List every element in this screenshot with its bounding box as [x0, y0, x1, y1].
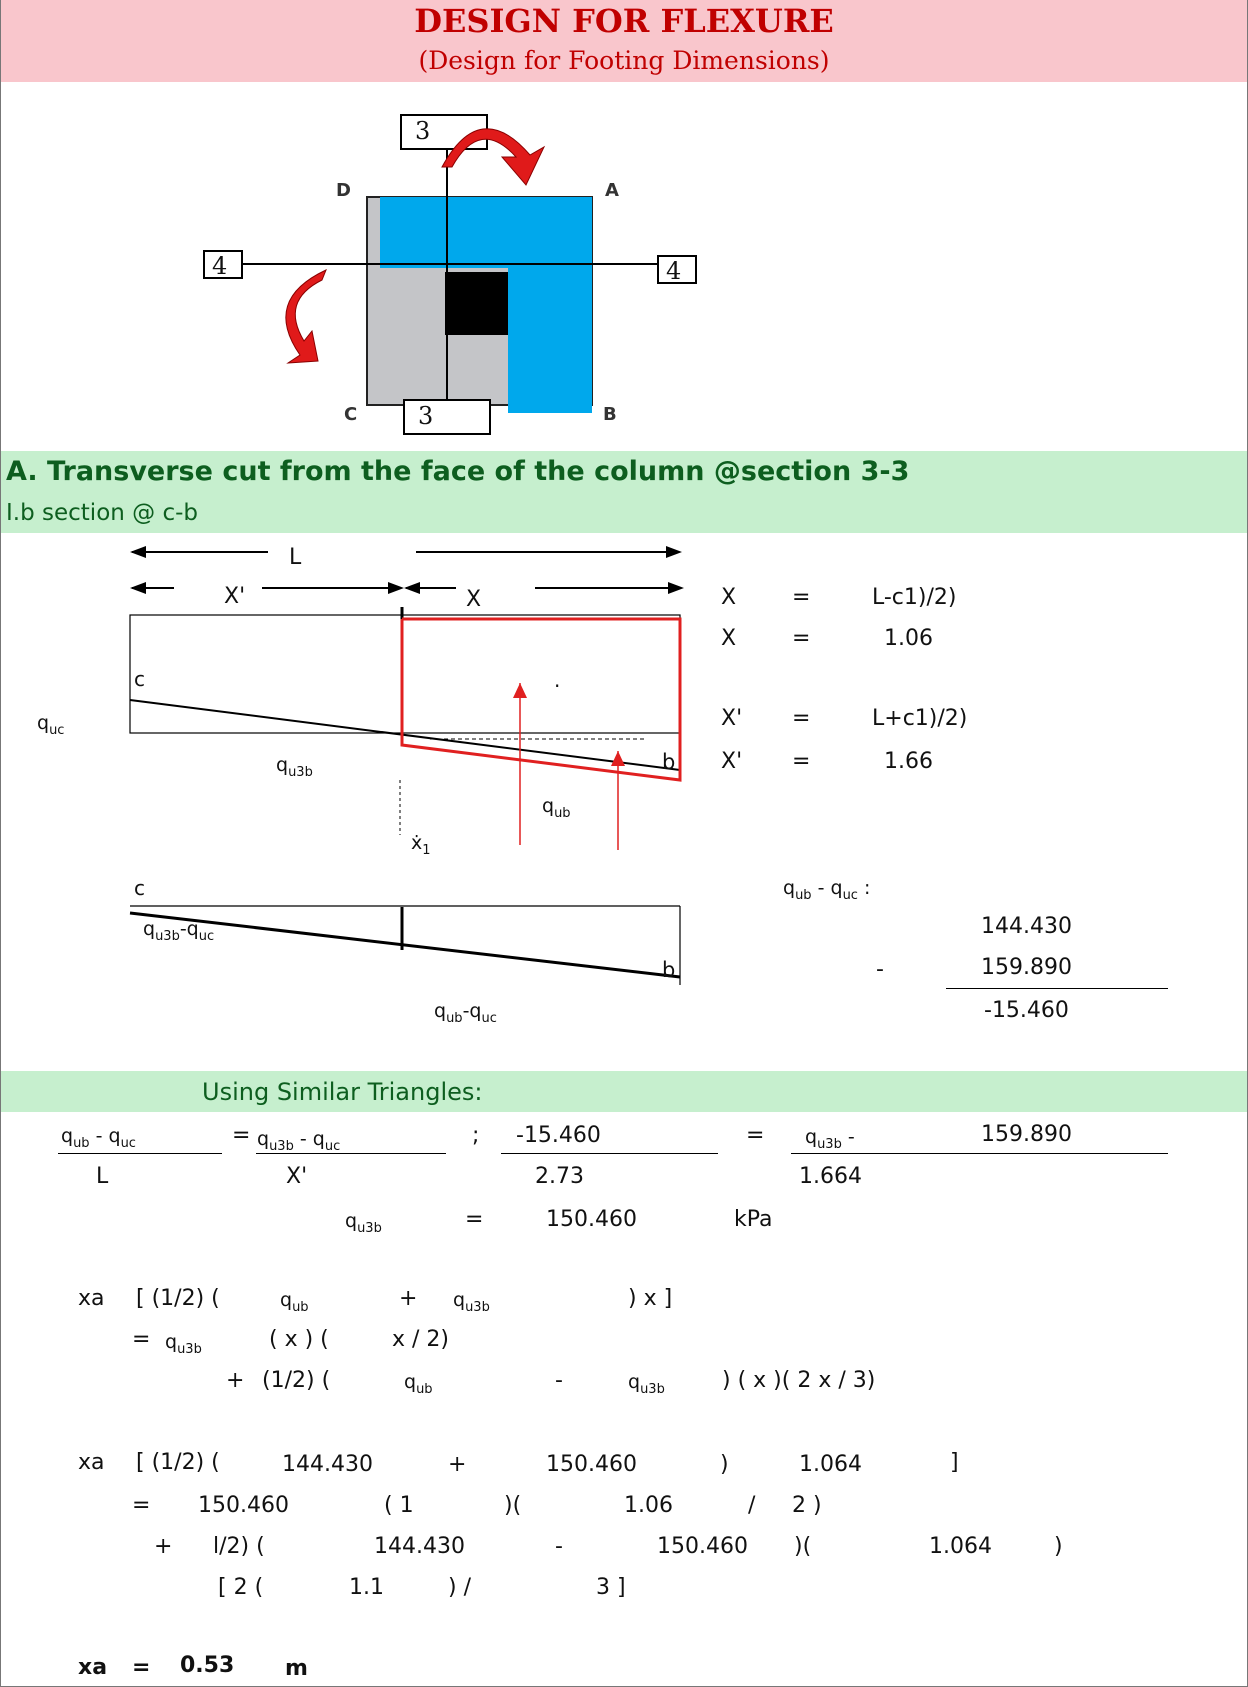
calc-xa: xa [78, 1450, 105, 1475]
formula-row3-qu3b: $q_{u3b}$ [628, 1371, 665, 1397]
corner-a-label: A [605, 180, 619, 201]
x-equals-2: = [792, 626, 811, 651]
diff-calc-value-1: 144.430 [981, 914, 1072, 939]
qub-label: $q_{ub}$ [542, 795, 571, 821]
formula-row2-x: ( x ) ( [269, 1327, 329, 1352]
x-equals: = [792, 585, 811, 610]
calc-row3-qu3b: 150.460 [657, 1534, 748, 1559]
qu3b-result-equals: = [465, 1207, 484, 1232]
calc-row3-paren: )( [794, 1534, 812, 1559]
calc-row3-half: l/2) ( [213, 1534, 265, 1559]
xprime-equals-2: = [792, 749, 811, 774]
x1-label: ẋ$_1$ [411, 832, 431, 858]
formula-row2-qu3b: $q_{u3b}$ [165, 1331, 202, 1357]
page-title: DESIGN FOR FLEXURE [414, 2, 834, 40]
calc-row4-x: 1.1 [349, 1575, 384, 1600]
section-3-bottom-box [404, 400, 490, 434]
ratio-lhs-numerator: $q_{ub} - q_{uc}$ [61, 1125, 136, 1151]
calc-row1-qub: 144.430 [282, 1452, 373, 1477]
ratio-mid-rule [256, 1153, 446, 1154]
calc-row1-bracket: ] [950, 1450, 959, 1475]
section-4-left-label: 4 [212, 252, 228, 280]
formula-row2-equals: = [132, 1327, 151, 1352]
point-b-label: b [662, 750, 676, 774]
calc-row2-qu3b: 150.460 [198, 1493, 289, 1518]
point-c-label-2: c [134, 876, 145, 900]
column-square [445, 272, 508, 335]
corner-b-label: B [603, 404, 617, 425]
final-xa-unit: m [285, 1656, 308, 1681]
corner-c-label: C [344, 404, 358, 425]
formula-row3-qub: $q_{ub}$ [404, 1371, 433, 1397]
formula-row3-minus: - [555, 1368, 563, 1393]
x-symbol-2: X [721, 626, 737, 651]
ratio-equals-2: = [746, 1123, 765, 1148]
dim-x-label: X [466, 587, 482, 612]
footing-plan-diagram [0, 85, 1248, 445]
dim-l-label: L [289, 545, 302, 570]
formula-row1-plus: + [399, 1286, 418, 1311]
point-c-label: c [134, 667, 145, 691]
critical-region-outline [402, 619, 680, 780]
final-xa-value: 0.53 [180, 1653, 235, 1678]
ratio-rhs-value: 159.890 [981, 1122, 1072, 1147]
qu3b-result-value: 150.460 [546, 1207, 637, 1232]
xprime-symbol-2: X' [721, 749, 743, 774]
soil-pressure-line [130, 700, 680, 770]
ratio-equals: = [232, 1123, 251, 1148]
final-xa-symbol: xa [78, 1655, 108, 1680]
calc-row4-open: [ 2 ( [218, 1575, 264, 1600]
calc-row3-minus: - [555, 1534, 563, 1559]
ratio-rhs-numerator: $q_{u3b}$ - [805, 1126, 855, 1152]
formula-row3-half: (1/2) ( [262, 1368, 331, 1393]
xprime-equals: = [792, 706, 811, 731]
ratio-rhs-rule [791, 1153, 1168, 1154]
formula-row1-qub: $q_{ub}$ [280, 1289, 309, 1315]
formula-row1-open: [ (1/2) ( [136, 1286, 220, 1311]
center-dot: . [554, 668, 561, 692]
diff-calc-rule [946, 988, 1168, 989]
calc-row3-x: 1.064 [929, 1534, 992, 1559]
calc-row2-two: 2 ) [792, 1493, 822, 1518]
section-a-heading: A. Transverse cut from the face of the column @section 3-3 [6, 456, 910, 487]
page-subtitle: (Design for Footing Dimensions) [418, 46, 830, 75]
calc-row1-qu3b: 150.460 [546, 1452, 637, 1477]
qub-minus-quc-label: $q_{ub}-q_{uc}$ [434, 1000, 497, 1026]
calc-row2-one: ( 1 [384, 1493, 414, 1518]
formula-xa: xa [78, 1286, 105, 1311]
ratio-semicolon: ; [472, 1123, 480, 1148]
formula-row3-plus: + [226, 1368, 245, 1393]
diff-calc-result: -15.460 [984, 998, 1069, 1023]
qu3b-minus-quc-label: $q_{u3b}-q_{uc}$ [143, 918, 215, 944]
calc-row3-qub: 144.430 [374, 1534, 465, 1559]
xprime-formula: L+c1)/2) [872, 706, 968, 731]
xprime-value: 1.66 [884, 749, 933, 774]
calc-row2-slash: / [748, 1493, 756, 1518]
x-value: 1.06 [884, 626, 933, 651]
ratio-lhs-rule [58, 1153, 222, 1154]
similar-triangles-heading: Using Similar Triangles: [202, 1078, 483, 1106]
calc-row2-equals: = [132, 1493, 151, 1518]
qu3b-result-symbol: $q_{u3b}$ [345, 1210, 382, 1236]
x-formula: L-c1)/2) [872, 585, 957, 610]
diff-calc-minus: - [876, 957, 884, 982]
ratio-mid-denominator: X' [286, 1164, 308, 1189]
calc-row2-paren: )( [504, 1493, 522, 1518]
calc-row4-slash: ) / [448, 1575, 471, 1600]
section-3-bottom-label: 3 [418, 402, 434, 430]
calc-row3-plus: + [154, 1534, 173, 1559]
ratio-mid-numerator: $q_{u3b} - q_{uc}$ [257, 1128, 341, 1154]
point-b-label-2: b [662, 958, 676, 982]
formula-row2-x2: x / 2) [392, 1327, 449, 1352]
calc-row1-open: [ (1/2) ( [136, 1450, 220, 1475]
quc-label: $q_{uc}$ [37, 712, 65, 738]
diff-calc-label: $q_{ub} - q_{uc}$ : [783, 877, 871, 903]
x-symbol: X [721, 585, 737, 610]
qu3b-label: $q_{u3b}$ [276, 754, 313, 780]
calc-row1-plus: + [448, 1452, 467, 1477]
calc-row4-three: 3 ] [596, 1575, 626, 1600]
ratio-value-rule [501, 1153, 718, 1154]
section-4-right-label: 4 [666, 257, 682, 285]
diff-calc-value-2: 159.890 [981, 955, 1072, 980]
ratio-den-value: 2.73 [535, 1164, 584, 1189]
ratio-lhs-denominator: L [96, 1164, 109, 1189]
ratio-num-value: -15.460 [516, 1123, 601, 1148]
formula-row1-close: ) x ] [628, 1286, 673, 1311]
rotation-arrow-left-icon [286, 270, 326, 363]
final-equals: = [132, 1655, 151, 1680]
calc-row3-close: ) [1054, 1534, 1063, 1559]
calc-row2-x: 1.06 [624, 1493, 673, 1518]
corner-d-label: D [336, 180, 351, 201]
dim-xprime-label: X' [224, 584, 246, 609]
section-a-subheading: I.b section @ c-b [6, 500, 199, 526]
footing-section-block [130, 615, 680, 733]
ratio-rhs-denominator: 1.664 [799, 1164, 862, 1189]
section-3-top-label: 3 [415, 117, 431, 145]
similar-triangles-band [1, 1071, 1247, 1112]
xprime-symbol: X' [721, 706, 743, 731]
calc-row1-paren: ) [720, 1452, 729, 1477]
formula-row3-close: ) ( x )( 2 x / 3) [722, 1368, 876, 1393]
qu3b-result-unit: kPa [734, 1207, 773, 1232]
formula-row1-qu3b: $q_{u3b}$ [453, 1289, 490, 1315]
calc-row1-x: 1.064 [799, 1452, 862, 1477]
